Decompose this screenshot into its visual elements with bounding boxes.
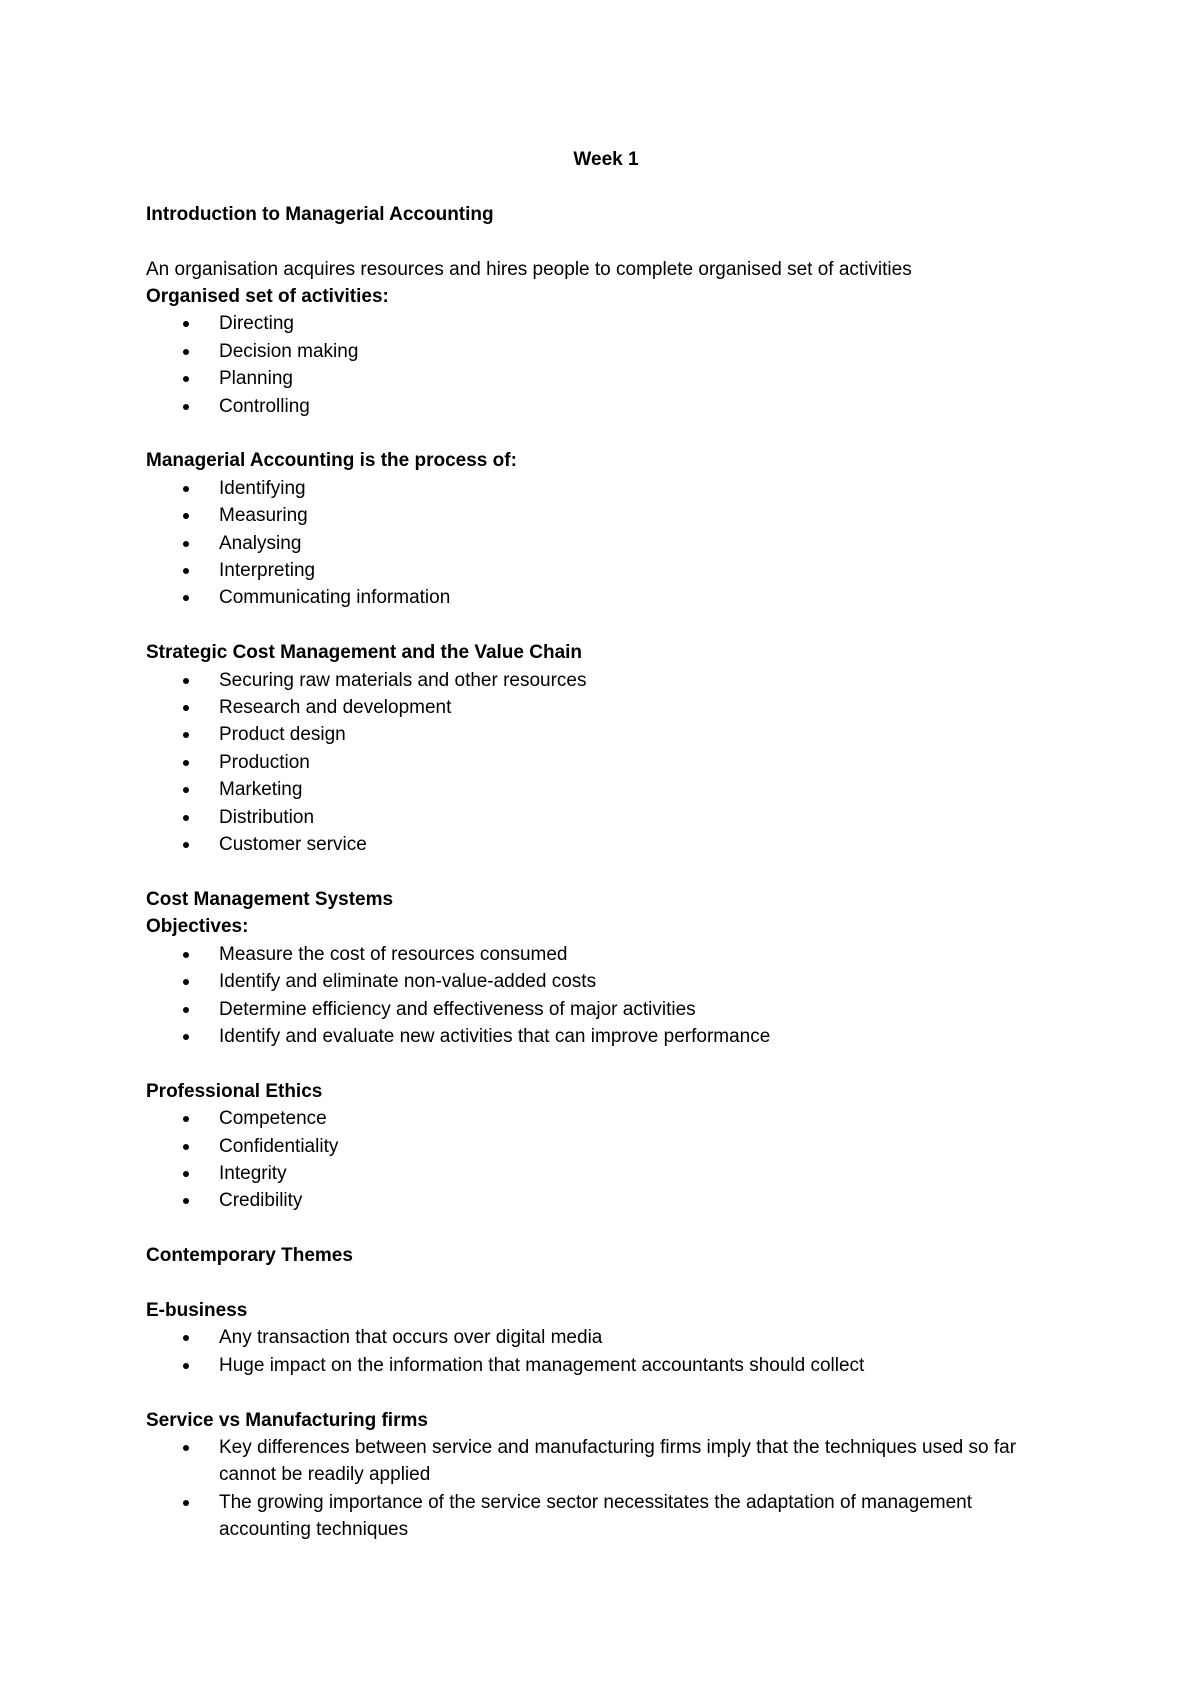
- spacer: [146, 612, 1066, 639]
- section-heading-value-chain: Strategic Cost Management and the Value Chain: [146, 642, 583, 664]
- list-item: [146, 557, 1066, 584]
- objectives-subheading: Objectives:: [146, 916, 249, 938]
- bullet-icon: [183, 321, 189, 327]
- list-item-text: Product design: [219, 724, 346, 746]
- list-item: [146, 1133, 1066, 1160]
- bullet-icon: [183, 732, 189, 738]
- list-item-text: Planning: [219, 368, 293, 390]
- section-heading-cost-systems: Cost Management Systems: [146, 888, 394, 910]
- list-item-text: Research and development: [219, 697, 452, 719]
- bullet-icon: [183, 842, 189, 848]
- list-item-text: Identify and eliminate non-value-added costs: [219, 971, 597, 993]
- list-item-text: Integrity: [219, 1162, 287, 1184]
- list-item-text: Any transaction that occurs over digital media: [219, 1327, 603, 1349]
- list-item-text: Controlling: [219, 395, 310, 417]
- list-item: [146, 1160, 1066, 1187]
- list-item-text: Identifying: [219, 477, 306, 499]
- document-body: [146, 146, 1066, 1544]
- list-item: [146, 1352, 1066, 1379]
- list-item: [146, 584, 1066, 611]
- bullet-icon: [183, 1116, 189, 1122]
- bullet-icon: [183, 678, 189, 684]
- section-heading-themes: Contemporary Themes: [146, 1245, 353, 1267]
- bullet-icon: [183, 760, 189, 766]
- activities-list: [146, 310, 1066, 420]
- list-item-text: Key differences between service and manufacturing firms imply that the techniques used so far cannot be readily applied: [219, 1436, 1017, 1486]
- bullet-icon: [183, 705, 189, 711]
- section-heading-ethics: Professional Ethics: [146, 1080, 323, 1102]
- list-item: [146, 1324, 1066, 1351]
- list-item-text: Communicating information: [219, 587, 451, 609]
- bullet-icon: [183, 1363, 189, 1369]
- section-heading-process: Managerial Accounting is the process of:: [146, 450, 517, 472]
- bullet-icon: [183, 1198, 189, 1204]
- bullet-icon: [183, 595, 189, 601]
- bullet-icon: [183, 486, 189, 492]
- ethics-list: [146, 1105, 1066, 1215]
- list-item: [146, 667, 1066, 694]
- list-item: [146, 475, 1066, 502]
- bullet-icon: [183, 1500, 189, 1506]
- list-item: [146, 831, 1066, 858]
- list-item: [146, 694, 1066, 721]
- list-item-text: Identify and evaluate new activities that can improve performance: [219, 1025, 771, 1047]
- list-item: [146, 804, 1066, 831]
- list-item: [146, 1434, 1066, 1489]
- list-item: [146, 1489, 1066, 1544]
- bullet-icon: [183, 376, 189, 382]
- spacer: [146, 228, 1066, 255]
- page-title: Week 1: [573, 149, 639, 170]
- bullet-icon: [183, 1007, 189, 1013]
- bullet-icon: [183, 349, 189, 355]
- section-heading-ebusiness: E-business: [146, 1299, 248, 1321]
- ebusiness-list: [146, 1324, 1066, 1379]
- objectives-list: [146, 941, 1066, 1051]
- list-item: [146, 393, 1066, 420]
- list-item: [146, 502, 1066, 529]
- list-item: [146, 365, 1066, 392]
- list-item: [146, 1023, 1066, 1050]
- list-item-text: Analysing: [219, 532, 302, 554]
- bullet-icon: [183, 404, 189, 410]
- spacer: [146, 1215, 1066, 1242]
- list-item-text: Customer service: [219, 834, 367, 856]
- list-item: [146, 749, 1066, 776]
- section-heading-intro: Introduction to Managerial Accounting: [146, 203, 494, 225]
- list-item-text: Competence: [219, 1108, 327, 1130]
- bullet-icon: [183, 1445, 189, 1451]
- section-heading-service-vs-manufacturing: Service vs Manufacturing firms: [146, 1409, 428, 1431]
- bullet-icon: [183, 1171, 189, 1177]
- list-item-text: Marketing: [219, 779, 303, 801]
- spacer: [146, 173, 1066, 200]
- list-item-text: The growing importance of the service sector necessitates the adaptation of management accounting techniques: [219, 1491, 973, 1541]
- list-item: [146, 1105, 1066, 1132]
- process-list: [146, 475, 1066, 612]
- value-chain-list: [146, 667, 1066, 859]
- list-item-text: Measuring: [219, 505, 308, 527]
- list-item: [146, 996, 1066, 1023]
- service-vs-manufacturing-list: [146, 1434, 1066, 1544]
- bullet-icon: [183, 1034, 189, 1040]
- list-item-text: Directing: [219, 313, 294, 335]
- list-item: [146, 310, 1066, 337]
- bullet-icon: [183, 568, 189, 574]
- bullet-icon: [183, 541, 189, 547]
- list-item-text: Decision making: [219, 340, 359, 362]
- list-item: [146, 530, 1066, 557]
- list-item: [146, 721, 1066, 748]
- spacer: [146, 1050, 1066, 1077]
- bullet-icon: [183, 979, 189, 985]
- spacer: [146, 420, 1066, 447]
- list-item-text: Production: [219, 751, 310, 773]
- bullet-icon: [183, 952, 189, 958]
- spacer: [146, 859, 1066, 886]
- activities-subheading: Organised set of activities:: [146, 286, 389, 307]
- list-item: [146, 968, 1066, 995]
- list-item-text: Distribution: [219, 806, 315, 828]
- list-item: [146, 776, 1066, 803]
- bullet-icon: [183, 513, 189, 519]
- list-item-text: Determine efficiency and effectiveness of major activities: [219, 998, 696, 1020]
- list-item: [146, 1187, 1066, 1214]
- list-item-text: Credibility: [219, 1190, 303, 1212]
- list-item-text: Interpreting: [219, 560, 316, 582]
- bullet-icon: [183, 1335, 189, 1341]
- list-item: [146, 941, 1066, 968]
- intro-paragraph: An organisation acquires resources and hires people to complete organised set of activities: [146, 258, 912, 280]
- bullet-icon: [183, 815, 189, 821]
- bullet-icon: [183, 1144, 189, 1150]
- list-item-text: Confidentiality: [219, 1135, 339, 1157]
- bullet-icon: [183, 787, 189, 793]
- list-item-text: Securing raw materials and other resources: [219, 669, 587, 691]
- spacer: [146, 1270, 1066, 1297]
- list-item-text: Measure the cost of resources consumed: [219, 943, 568, 965]
- spacer: [146, 1379, 1066, 1406]
- list-item-text: Huge impact on the information that management accountants should collect: [219, 1354, 865, 1376]
- list-item: [146, 338, 1066, 365]
